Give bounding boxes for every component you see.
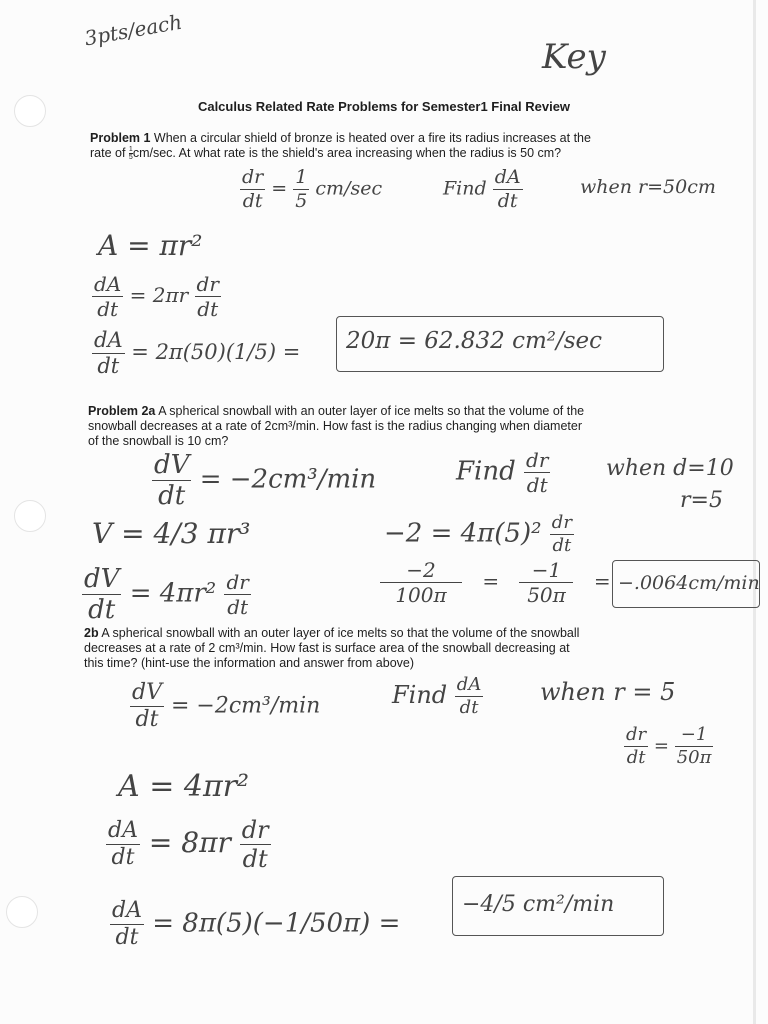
p2a-find: Find $\frac{dr}{dt}$ xyxy=(456,448,549,497)
p2b-when: when r = 5 xyxy=(540,678,676,706)
binder-hole-bottom xyxy=(6,896,38,928)
binder-hole-middle xyxy=(14,500,46,532)
p1-dr-dt: $\frac{dr}{dt}$ xyxy=(242,166,264,212)
p1-answer: 20π = 62.832 cm²/sec xyxy=(346,328,603,354)
p2b-derivative: $\frac{dA}{dt}$ = 8πr $\frac{dr}{dt}$ xyxy=(108,816,269,873)
p2a-volume-formula: V = 4/3 πr³ xyxy=(92,517,251,550)
p1-find: Find $\frac{dA}{dt}$ xyxy=(443,166,521,212)
p2a-derivative: $\frac{dV}{dt}$ = 4πr² $\frac{dr}{dt}$ xyxy=(84,564,249,625)
p2a-radius: r=5 xyxy=(680,488,723,513)
problem1-line1: When a circular shield of bronze is heated over a fire its radius increases at the xyxy=(153,131,591,145)
problem2a-text: Problem 2a A spherical snowball with an outer layer of ice melts so that the volume of the snowball decreases at a rate of 2cm³/min. How fast is the radius changing when diameter of the snowball is 10 cm? xyxy=(88,404,585,448)
key-label: Key xyxy=(542,37,606,77)
points-note: 3pts/each xyxy=(82,9,184,51)
problem1-line2b: cm/sec. At what rate is the shield's area increasing when the radius is 50 cm? xyxy=(132,146,562,160)
p2b-radius-rate: $\frac{dr}{dt}$ = $\frac{-1}{50\pi}$ xyxy=(626,724,712,768)
p2b-find: Find $\frac{dA}{dt}$ xyxy=(392,674,482,718)
p1-given: $\frac{dr}{dt}$ = $\frac{1}{5}$ cm/sec xyxy=(242,166,383,212)
p2b-final: $\frac{dA}{dt}$ = 8π(5)(−1/50π) = xyxy=(112,898,401,950)
p2a-when: when d=10 xyxy=(606,456,734,481)
p1-step2: $\frac{dA}{dt}$ = 2πr $\frac{dr}{dt}$ xyxy=(94,272,219,321)
problem2b-text: 2b A spherical snowball with an outer layer of ice melts so that the volume of the snowball decreases at a rate of 2 cm³/min. How fast is surface area of the snowball decreasing at this time? (hint-use the information and answer from above) xyxy=(84,626,580,670)
rate-fraction: $\frac{1}{5}$ xyxy=(128,146,133,162)
p2a-solve: $\frac{-2}{100\pi}$ = $\frac{-1}{50\pi}$ = xyxy=(380,560,611,605)
p2a-answer: −.0064cm/min xyxy=(618,572,760,594)
page-title: Calculus Related Rate Problems for Semester1 Final Review xyxy=(197,99,571,114)
problem2b-label: 2b xyxy=(84,626,99,640)
p1-step3: $\frac{dA}{dt}$ = 2π(50)(1/5) = xyxy=(94,328,301,378)
problem1-line2a: rate of xyxy=(90,146,126,160)
problem1-text xyxy=(90,131,730,161)
p2b-given: $\frac{dV}{dt}$ = −2cm³/min xyxy=(132,680,321,732)
p2b-area-formula: A = 4πr² xyxy=(118,769,250,804)
problem2a-label: Problem 2a xyxy=(88,404,156,418)
p2b-answer: −4/5 cm²/min xyxy=(462,892,615,917)
p1-when: when r=50cm xyxy=(580,176,716,198)
p1-one-fifth: $\frac{1}{5}$ xyxy=(295,166,308,212)
p2a-substitution: −2 = 4π(5)² $\frac{dr}{dt}$ xyxy=(384,512,572,556)
p2a-given: $\frac{dV}{dt}$ = −2cm³/min xyxy=(154,450,377,511)
p1-dA-dt: $\frac{dA}{dt}$ xyxy=(494,166,521,212)
problem1-label: Problem 1 xyxy=(90,131,151,145)
p1-area-formula: A = πr² xyxy=(98,229,203,262)
page-edge xyxy=(753,0,756,1024)
